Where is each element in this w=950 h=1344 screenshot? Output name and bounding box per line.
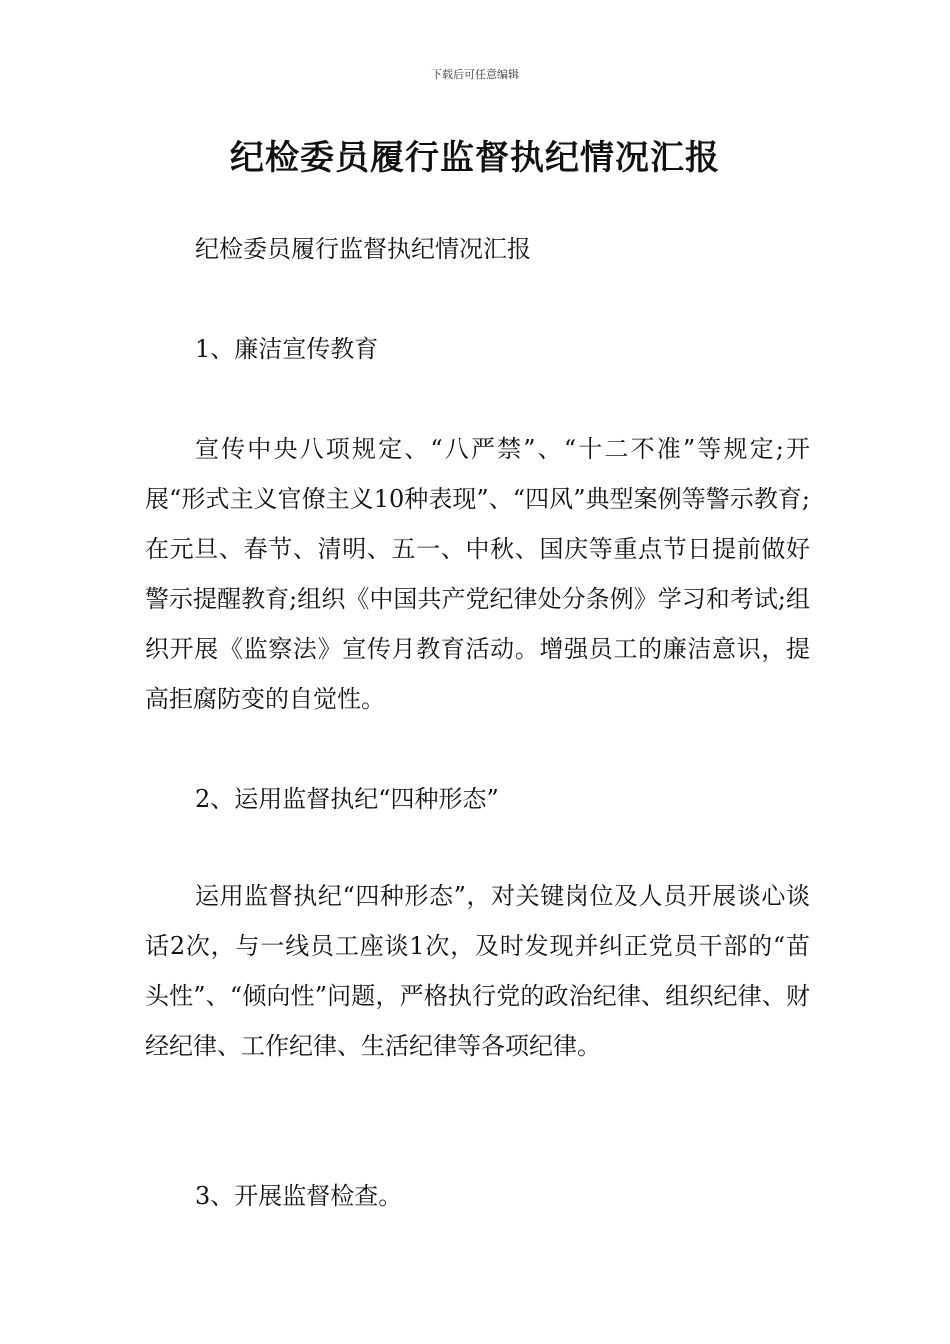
section-2-heading: 2、运用监督执纪“四种形态” (195, 785, 499, 813)
document-subtitle: 纪检委员履行监督执纪情况汇报 (195, 235, 531, 263)
section-2-body: 运用监督执纪“四种形态”，对关键岗位及人员开展谈心谈话2次，与一线员工座谈1次，及时发现并纠正党员干部的“苗头性”、“倾向性”问题，严格执行党的政治纪律、组织纪律、财经纪律、工作纪律、生活纪律等各项纪律。 (145, 882, 810, 1060)
document-title: 纪检委员履行监督执纪情况汇报 (230, 138, 720, 178)
section-3-heading: 3、开展监督检查。 (195, 1182, 403, 1210)
section-1-body: 宣传中央八项规定、“八严禁”、“十二不准”等规定;开展“形式主义官僚主义10种表现”、“四风”典型案例等警示教育;在元旦、春节、清明、五一、中秋、国庆等重点节日提前做好警示提醒教育;组织《中国共产党纪律处分条例》学习和考试;组织开展《监察法》宣传月教育活动。增强员工的廉洁意识，提高拒腐防变的自觉性。 (145, 435, 810, 713)
header-note: 下载后可任意编辑 (431, 68, 519, 81)
section-1-heading: 1、廉洁宣传教育 (195, 335, 379, 363)
